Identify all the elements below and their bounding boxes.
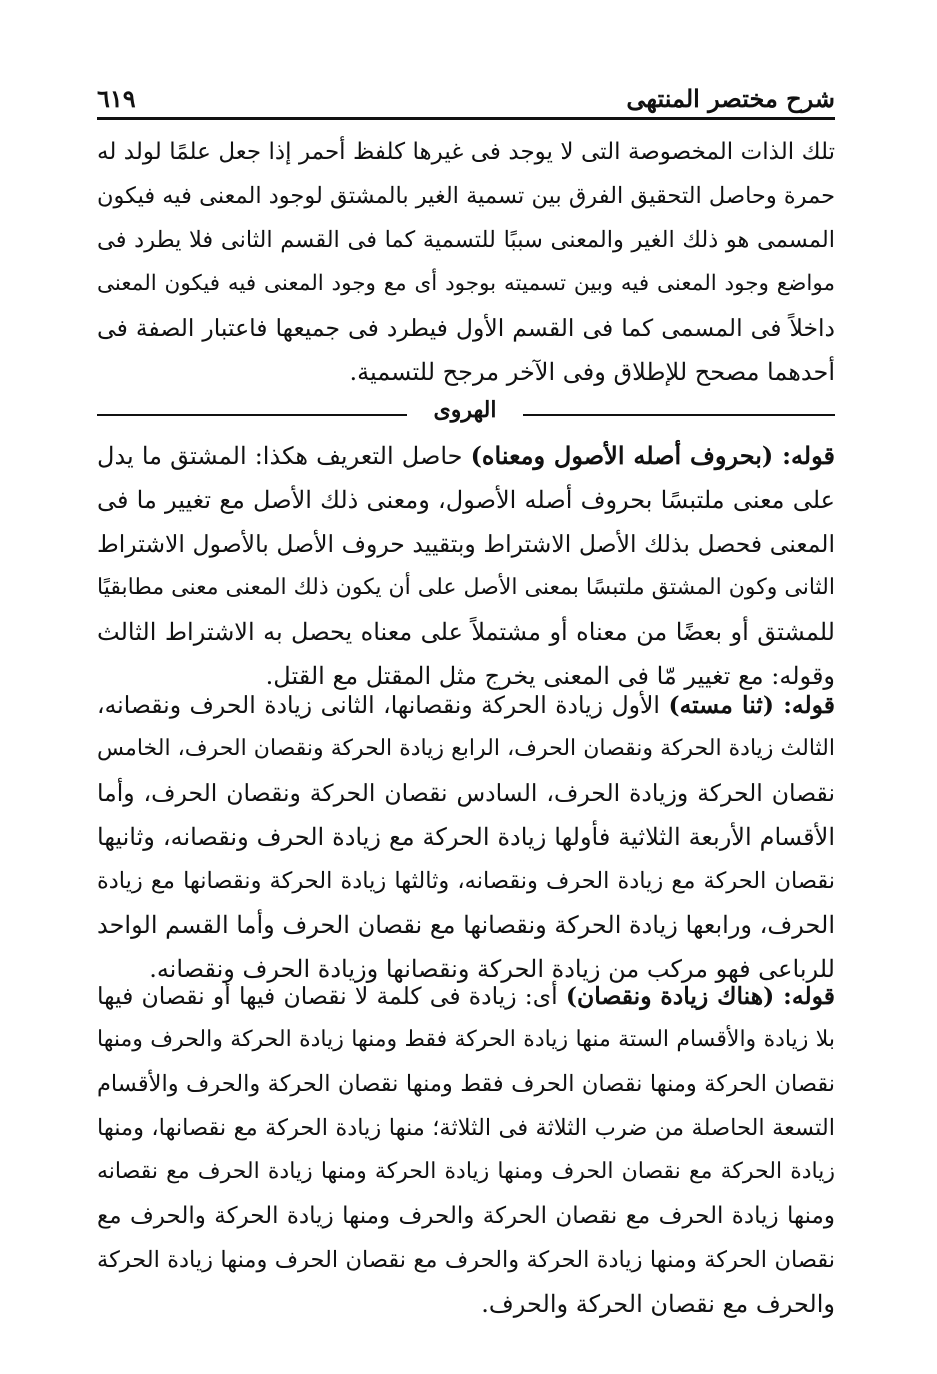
text-line: بلا زيادة والأقسام الستة منها زيادة الحركة فقط ومنها زيادة الحركة والحرف ومنها: [97, 1027, 835, 1052]
text-line: الأقسام الأربعة الثلاثية فأولها زيادة الحركة مع زيادة الحرف ونقصانه، وثانيها: [97, 823, 835, 851]
text-line: نقصان الحركة مع زيادة الحرف ونقصانه، وثالثها زيادة الحركة ونقصانها مع زيادة: [97, 868, 835, 894]
book-title: شرح مختصر المنتهى: [626, 84, 835, 113]
line-text: الأول زيادة الحركة ونقصانها، الثانى زيادة الحرف ونقصانه،: [97, 691, 669, 719]
paragraph-lead: قوله: (ثنا مسته): [668, 691, 835, 719]
text-line: والحرف مع نقصان الحركة والحرف.: [481, 1290, 835, 1318]
text-line: مواضع وجود المعنى فيه وبين تسميته بوجود أى مع وجود المعنى فيه فيكون المعنى: [97, 271, 835, 296]
text-line: المسمى هو ذلك الغير والمعنى سببًا للتسمية كما فى القسم الثانى فلا يطرد فى: [97, 227, 835, 253]
commentary-paragraph-3: [97, 974, 835, 1326]
paragraph-lead: قوله: (هناك زيادة ونقصان): [565, 982, 835, 1010]
text-line: وقوله: مع تغيير مّا فى المعنى يخرج مثل المقتل مع القتل.: [265, 662, 835, 690]
commentary-paragraph-2: [97, 683, 835, 991]
text-line: داخلاً فى المسمى كما فى القسم الأول فيطرد فى جميعها فاعتبار الصفة فى: [97, 314, 835, 342]
text-line: الثالث زيادة الحركة ونقصان الحرف، الرابع زيادة الحركة ونقصان الحرف، الخامس: [97, 736, 835, 761]
text-line: للرباعى فهو مركب من زيادة الحركة ونقصانها وزيادة الحرف ونقصانه.: [149, 955, 835, 983]
divider-rule-right: [523, 414, 835, 416]
section-label: الهروى: [433, 397, 497, 423]
line-text: حاصل التعريف هكذا: المشتق ما يدل: [97, 442, 471, 470]
page-number: ٦١٩: [97, 84, 136, 113]
top-paragraph: [97, 130, 835, 394]
text-line: حمرة وحاصل التحقيق الفرق بين تسمية الغير بالمشتق لوجود المعنى فيه فيكون: [97, 183, 835, 209]
text-line: للمشتق أو بعضًا من معناه أو مشتملاً على معناه يحصل به الاشتراط الثالث: [97, 618, 835, 646]
text-line: [97, 683, 835, 727]
text-line: على معنى ملتبسًا بحروف أصله الأصول، ومعنى ذلك الأصل مع تغيير ما فى: [97, 486, 835, 514]
text-line: نقصان الحركة ومنها نقصان الحرف فقط ومنها نقصان الحركة والحرف والأقسام: [97, 1071, 835, 1097]
text-line: التسعة الحاصلة من ضرب الثلاثة فى الثلاثة؛ منها زيادة الحركة مع نقصانها، ومنها: [97, 1115, 835, 1141]
line-text: أى: زيادة فى كلمة لا نقصان فيها أو نقصان فيها: [97, 982, 566, 1010]
text-line: تلك الذات المخصوصة التى لا يوجد فى غيرها كلفظ أحمر إذا جعل علمًا لولد له: [97, 139, 835, 165]
text-line: ومنها زيادة الحرف مع نقصان الحركة والحرف ومنها زيادة الحركة والحرف مع: [97, 1203, 835, 1229]
commentary-paragraph-1: [97, 434, 835, 698]
text-line: الحرف، ورابعها زيادة الحركة ونقصانها مع نقصان الحرف وأما القسم الواحد: [97, 911, 835, 939]
header-rule: [97, 117, 835, 120]
text-line: أحدهما مصحح للإطلاق وفى الآخر مرجح للتسمية.: [349, 358, 835, 386]
divider-rule-left: [97, 414, 407, 416]
text-line: نقصان الحركة ومنها زيادة الحركة والحرف مع نقصان الحرف ومنها زيادة الحركة: [97, 1247, 835, 1273]
text-line: الثانى وكون المشتق ملتبسًا بمعنى الأصل على أن يكون ذلك المعنى معنى مطابقيًا: [97, 575, 835, 600]
text-line: زيادة الحركة مع نقصان الحرف ومنها زيادة الحركة ومنها زيادة الحرف مع نقصانه: [97, 1159, 835, 1184]
text-line: [97, 974, 835, 1018]
section-divider: [97, 393, 835, 433]
paragraph-lead: قوله: (بحروف أصله الأصول ومعناه): [470, 441, 835, 470]
text-line: [97, 434, 835, 478]
running-header: [97, 80, 835, 116]
text-line: المعنى فحصل بذلك الأصل الاشتراط وبتقييد حروف الأصل بالأصول الاشتراط: [97, 530, 835, 558]
text-line: نقصان الحركة وزيادة الحرف، السادس نقصان الحركة ونقصان الحرف، وأما: [97, 779, 835, 807]
